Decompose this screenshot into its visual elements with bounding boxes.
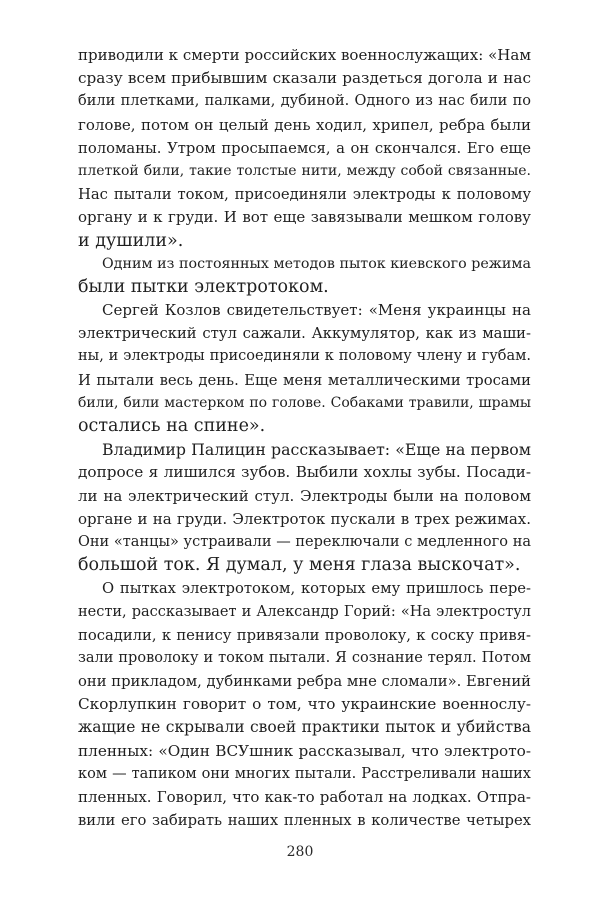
- text-line: плеткой били, такие толстые нити, между собой связанные.: [78, 162, 531, 179]
- text-line: поломаны. Утром просыпаемся, а он скончался. Его еще: [78, 139, 531, 157]
- text-line: били плетками, палками, дубиной. Одного из нас били по: [78, 93, 531, 110]
- text-line: Они «танцы» устраивали — переключали с медленного на: [78, 533, 531, 550]
- text-line: они прикладом, дубинками ребра мне сломали». Евгений: [78, 673, 531, 691]
- text-line: ком — тапиком они многих пытали. Расстреливали наших: [78, 765, 531, 782]
- text-line: били, били мастерком по голове. Собаками травили, шрамы: [78, 394, 531, 411]
- text-line: органе и на груди. Электроток пускали в трех режимах.: [78, 509, 531, 528]
- page-body: [78, 44, 531, 832]
- text-line: голове, потом он целый день ходил, хрипел, ребра были: [78, 115, 531, 134]
- text-line: были пытки электротоком.: [78, 276, 329, 297]
- text-line: И пытали весь день. Еще меня металлическими тросами: [78, 371, 531, 389]
- text-line: и душили».: [78, 230, 184, 251]
- text-line: органу и к груди. И вот еще завязывали мешком голову: [78, 208, 531, 227]
- text-line: Владимир Палицин рассказывает: «Еще на первом: [102, 440, 531, 460]
- text-line: Скорлупкин говорит о том, что украинские военнослу-: [78, 695, 531, 714]
- text-line: ны, и электроды присоединяли к половому члену и губам.: [78, 348, 531, 365]
- text-line: большой ток. Я думал, у меня глаза выскочат».: [78, 555, 521, 576]
- text-line: нести, рассказывает и Александр Горий: «На электростул: [78, 603, 531, 620]
- text-line: Сергей Козлов свидетельствует: «Меня украинцы на: [102, 301, 531, 320]
- text-line: зали проволоку и током пытали. Я сознание терял. Потом: [78, 649, 531, 666]
- text-line: ли на электрический стул. Электроды были на половом: [78, 486, 531, 505]
- text-line: Одним из постоянных методов пыток киевского режима: [102, 255, 531, 272]
- text-line: приводили к смерти российских военнослужащих: «Нам: [78, 46, 531, 64]
- text-line: пленных. Говорил, что как-то работал на лодках. Отпра-: [78, 788, 531, 806]
- text-line: вили его забирать наших пленных в количестве четырех: [78, 812, 531, 830]
- text-line: электрический стул сажали. Аккумулятор, как из маши-: [78, 325, 531, 343]
- text-line: сразу всем прибывшим сказали раздеться догола и нас: [78, 69, 531, 88]
- page-number: 280: [286, 844, 314, 860]
- text-line: посадили, к пенису привязали проволоку, к соску привя-: [78, 626, 531, 644]
- text-line: жащие не скрывали своей практики пыток и убийства: [78, 718, 531, 737]
- text-line: пленных: «Один ВСУшник рассказывал, что электрото-: [78, 741, 531, 760]
- text-line: О пытках электротоком, которых ему пришлось пере-: [102, 580, 531, 598]
- text-line: Нас пытали током, присоединяли электроды к половому: [78, 186, 531, 204]
- text-line: остались на спине».: [78, 416, 266, 436]
- text-line: допросе я лишился зубов. Выбили хохлы зубы. Посади-: [78, 463, 531, 482]
